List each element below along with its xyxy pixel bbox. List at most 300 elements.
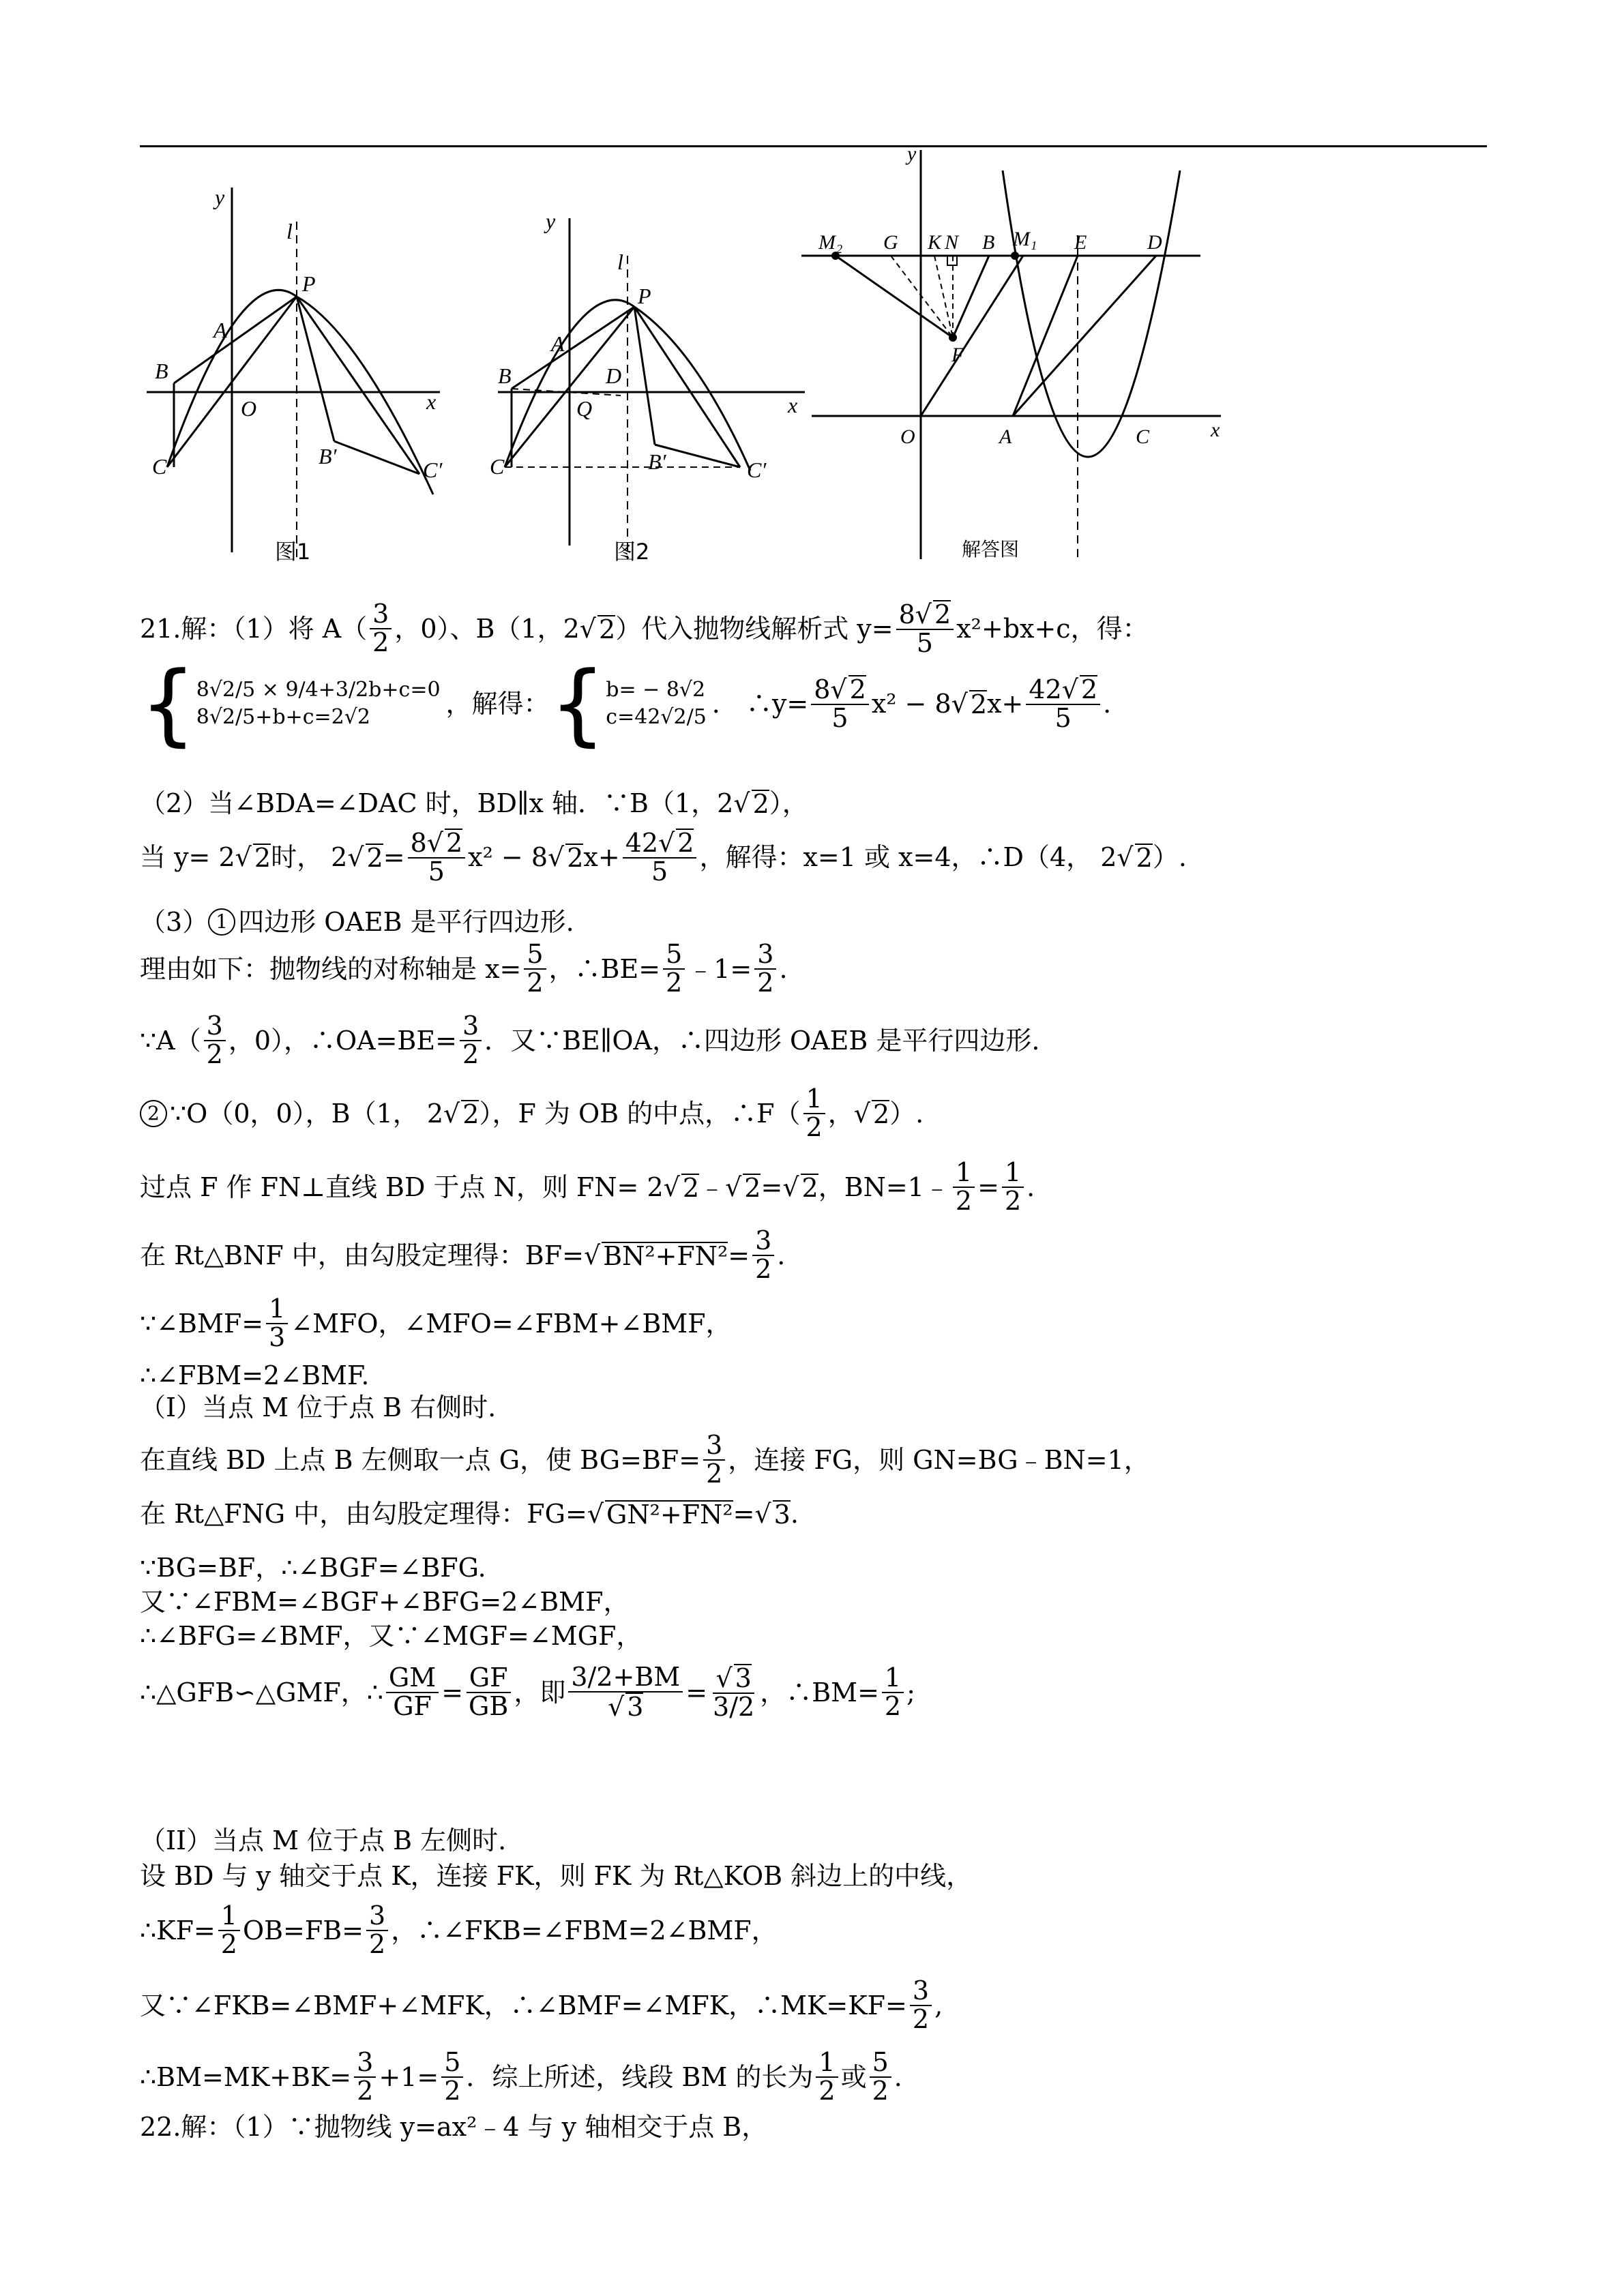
label-C-prime: C′ (423, 458, 443, 482)
line-BF (140, 1227, 785, 1283)
label-A: A (213, 318, 227, 342)
radicand: 2 (462, 1099, 479, 1129)
text: , (934, 1990, 943, 2021)
radical: √ (715, 1663, 733, 1693)
radicand: 2 (752, 789, 769, 819)
num (811, 675, 869, 705)
radical: √ (426, 828, 443, 858)
fraction (623, 829, 697, 886)
text: . (1027, 1172, 1035, 1202)
num: 1 (953, 1159, 975, 1188)
line-MK (140, 1978, 943, 2033)
num: 1 (882, 1665, 904, 1693)
line-F (140, 1086, 924, 1142)
text: x² − 8 (468, 841, 548, 872)
num: 1 (218, 1903, 240, 1931)
label-l: l (286, 219, 293, 243)
text: ）， (769, 788, 808, 818)
num (896, 600, 954, 630)
eq: = (441, 1677, 464, 1708)
text: . (777, 1240, 786, 1270)
t: 8 (196, 678, 209, 702)
fraction (882, 1665, 904, 1720)
den: 2 (884, 1690, 902, 1721)
line-22 (140, 2114, 767, 2140)
den: 3/2 (713, 1691, 755, 1722)
figure-2-caption: 图2 (614, 539, 650, 565)
t: +BM (612, 1662, 681, 1692)
label-l: l (617, 250, 623, 274)
fraction (910, 1978, 932, 2033)
fraction (752, 1227, 774, 1283)
circled-2: 2 (140, 1100, 167, 1127)
fraction (754, 941, 776, 997)
text: 在 Rt△FNG 中，由勾股定理得：FG= (140, 1499, 587, 1529)
t: 2 (596, 1662, 613, 1692)
line-case-II (140, 1825, 507, 1855)
text: 又∵∠FKB=∠BMF+∠MFK，∴∠BMF=∠MFK，∴MK=KF= (140, 1990, 907, 2021)
den: 2 (757, 967, 774, 998)
radical: √ (663, 1172, 680, 1202)
num (623, 829, 697, 859)
fraction (953, 1159, 975, 1215)
text: 时， 2 (271, 841, 348, 872)
figure-1-caption: 图1 (275, 539, 311, 565)
label-N: N (945, 231, 959, 254)
fraction (663, 941, 685, 997)
t: × (261, 678, 279, 702)
sol-c: c=42√2/5 (606, 705, 707, 729)
num: 1 (816, 2049, 838, 2078)
sol-b: b= − 8√2 (606, 678, 706, 702)
label-P: P (638, 284, 651, 308)
fraction (466, 1665, 511, 1720)
text: 或 (840, 2061, 867, 2092)
fraction (204, 1013, 226, 1069)
label-K: K (928, 231, 942, 254)
t: 2 (355, 678, 369, 702)
coef: 2 (563, 613, 580, 644)
text: . (894, 2061, 902, 2092)
text: x²+bx+c，得： (956, 613, 1149, 644)
label-B-prime: B′ (648, 449, 666, 474)
text: ）代入抛物线解析式 y= (615, 613, 894, 644)
fraction (803, 1086, 825, 1142)
label-x: x (788, 393, 798, 417)
text: ），F 为 OB 的中点，∴F（ (479, 1098, 801, 1129)
text: ∴KF= (140, 1915, 216, 1945)
fraction (441, 2049, 463, 2105)
text: 理由如下：抛物线的对称轴是 x= (140, 953, 522, 984)
radicand: 2 (366, 842, 383, 873)
den: 2 (955, 1185, 973, 1216)
text: ，即 (514, 1677, 566, 1708)
text: ， (827, 1098, 854, 1129)
text: = (728, 1240, 750, 1270)
line-FG (140, 1499, 799, 1530)
radicand: 3 (735, 1663, 752, 1693)
radical: √ (587, 1499, 604, 1529)
fraction (366, 1900, 388, 1959)
text: ∴△GFB∽△GMF，∴ (140, 1677, 383, 1708)
text: 当 y= 2 (140, 841, 235, 872)
line-axis (140, 941, 788, 997)
radical: √ (579, 613, 597, 644)
radicand: 2 (677, 828, 694, 858)
label-D: D (606, 363, 622, 388)
text: x+ (987, 689, 1024, 719)
radical: √ (347, 841, 364, 872)
text: ．综上所述，线段 BM 的长为 (466, 2061, 814, 2092)
line-21 (140, 1863, 972, 1889)
t: 3 (713, 1691, 730, 1722)
num: 5 (870, 2049, 891, 2078)
num: GM (386, 1665, 439, 1693)
num: 3 (703, 1432, 725, 1461)
text: ，∴BE= (548, 953, 661, 984)
den: 2 (357, 2075, 374, 2106)
den: 2 (462, 1039, 479, 1069)
radical: √ (583, 1240, 601, 1270)
coef: 8 (814, 674, 831, 705)
den: 5 (916, 627, 933, 658)
line-parallelogram (140, 1013, 1039, 1069)
fraction (266, 1296, 288, 1352)
label-B-prime: B′ (319, 444, 337, 468)
text: ∵A（ (140, 1025, 201, 1056)
text: = (761, 1172, 783, 1202)
text: ﹣1= (688, 953, 752, 984)
den: 5 (651, 856, 668, 886)
text: 过点 F 作 FN⊥直线 BD 于点 N，则 FN= 2 (140, 1172, 664, 1202)
brace: { (140, 652, 196, 756)
text: ）. (889, 1098, 924, 1129)
den: 2 (872, 2075, 889, 2106)
label-C: C (1136, 426, 1150, 448)
text: = (977, 1172, 999, 1202)
label-A: A (999, 426, 1012, 448)
label-Q: Q (576, 396, 593, 421)
num: 1 (1002, 1159, 1024, 1188)
line-BMF (140, 1296, 732, 1352)
label-B: B (982, 231, 995, 254)
den: 5 (428, 856, 445, 886)
text: x² − 8 (871, 689, 951, 719)
fraction (870, 2049, 891, 2105)
t: 4 (305, 678, 319, 702)
text: . (790, 1499, 799, 1529)
text: +1= (379, 2061, 439, 2092)
radical: √ (951, 689, 968, 719)
solution-system (606, 680, 707, 728)
equation-system (196, 680, 441, 728)
line-conclusion (140, 2049, 902, 2105)
text: ∵∠BMF= (140, 1308, 264, 1339)
radical: √ (782, 1172, 799, 1202)
num: 5 (524, 941, 546, 970)
num: 3 (370, 601, 392, 629)
text: ∴∠BFG=∠BMF，又∵∠MGF=∠MGF， (140, 1621, 643, 1651)
radicand: 2 (254, 842, 271, 873)
t: +b+c=2 (255, 705, 344, 729)
fraction (703, 1432, 725, 1488)
text: = (685, 1677, 708, 1708)
num: 3 (366, 1903, 388, 1931)
text: 21.解：（1）将 A（ (140, 613, 368, 644)
coef: 8 (898, 599, 915, 629)
line-16 (140, 1555, 486, 1581)
t: c= (606, 705, 635, 729)
coef: 42 (1029, 674, 1062, 705)
radicand: 3 (627, 1691, 644, 1722)
radicand: 2 (744, 1172, 761, 1203)
num (713, 1664, 754, 1694)
den: 2 (818, 2075, 836, 2106)
fraction (218, 1900, 240, 1959)
text: （II）当点 M 位于点 B 左侧时. (140, 1825, 507, 1855)
t: 3 (335, 678, 349, 702)
figure-2 (484, 205, 812, 583)
coef: 8 (410, 828, 427, 858)
text: OB=FB= (242, 1915, 364, 1945)
den: 2 (706, 1458, 723, 1489)
den: 5 (1054, 703, 1072, 733)
fraction (354, 2049, 376, 2105)
text: 设 BD 与 y 轴交于点 K，连接 FK，则 FK 为 Rt△KOB 斜边上的中线， (140, 1861, 973, 1891)
label-E: E (1074, 231, 1087, 254)
line-part3 (140, 908, 574, 936)
text: ∠MFO，∠MFO=∠FBM+∠BMF， (291, 1308, 732, 1339)
label-x: x (1211, 419, 1220, 441)
radical: √ (733, 788, 750, 818)
den (605, 1693, 646, 1721)
text: ． ∴y= (711, 689, 809, 719)
den: 2 (912, 2003, 930, 2034)
text: ，∴BM= (760, 1677, 879, 1708)
num: 3 (204, 1013, 226, 1041)
text: x+ (583, 841, 620, 872)
eq1: 8√2/5 × 9/4+3/2b+c=0 (196, 678, 441, 702)
radicand: 2 (934, 599, 951, 629)
text: . (779, 953, 788, 984)
radicand: 2 (1136, 842, 1153, 873)
answer-figure (798, 143, 1241, 566)
radicand: 2 (872, 1099, 890, 1129)
text: ，0），∴OA=BE= (228, 1025, 457, 1056)
num: 1 (803, 1086, 825, 1114)
label-F: F (951, 344, 964, 366)
text: ∴∠FBM=2∠BMF. (140, 1360, 370, 1390)
num: 5 (663, 941, 685, 970)
den: 2 (206, 1039, 223, 1069)
text: 在直线 BD 上点 B 左侧取一点 G，使 BG=BF= (140, 1444, 701, 1475)
den: 3 (269, 1322, 286, 1352)
line-FN (140, 1159, 1035, 1215)
num (1026, 675, 1100, 705)
t: 9 (285, 678, 299, 702)
fraction (896, 600, 954, 657)
circled-1: 1 (208, 908, 235, 936)
eq2: 8√2/5+b+c=2√2 (196, 705, 370, 729)
line-21-intro (140, 600, 1149, 657)
fraction (710, 1664, 757, 1721)
radicand: 2 (567, 842, 584, 873)
radical: √ (443, 1098, 460, 1129)
t: b+c=0 (368, 678, 441, 702)
coef: 2 (717, 788, 734, 818)
t: 42 (634, 705, 661, 729)
line-similar (140, 1664, 915, 1721)
text: ，∴∠FKB=∠FBM=2∠BMF， (391, 1915, 778, 1945)
radical: √ (1117, 841, 1134, 872)
fraction (1026, 675, 1100, 732)
den: 2 (372, 627, 389, 657)
label-M2: M₂ (818, 231, 843, 254)
line-part2 (140, 790, 808, 817)
line-KF (140, 1900, 778, 1959)
label-G: G (883, 231, 898, 254)
num: 3 (754, 941, 776, 970)
radicand: 2 (970, 689, 988, 719)
line-part2-solve (140, 829, 1187, 886)
brace: { (549, 652, 606, 756)
num: 3/2+BM (568, 1664, 683, 1693)
radical: √ (853, 1098, 870, 1129)
num (408, 829, 466, 859)
num: 1 (266, 1296, 288, 1324)
text: = (733, 1499, 755, 1529)
text: ）. (1152, 841, 1187, 872)
label-P: P (302, 271, 316, 296)
text: = (383, 841, 405, 872)
den: GF (393, 1690, 432, 1721)
radical: √ (830, 674, 847, 705)
label-O: O (900, 426, 915, 448)
num: 3 (910, 1978, 932, 2006)
fraction (524, 941, 546, 997)
line-17 (140, 1589, 629, 1615)
radical: √ (754, 1499, 771, 1529)
radical: √ (235, 841, 252, 872)
text: ，解得： (445, 689, 550, 719)
label-y: y (907, 143, 917, 165)
answer-figure-caption: 解答图 (962, 538, 1020, 561)
label-C: C (490, 454, 505, 479)
label-D: D (1147, 231, 1162, 254)
radicand: 2 (1080, 674, 1098, 705)
text: ，连接 FG，则 GN=BG﹣BN=1， (728, 1444, 1150, 1475)
figure-1 (140, 174, 447, 583)
label-x: x (426, 389, 437, 414)
fraction (460, 1013, 482, 1069)
t: b= − 8 (606, 678, 679, 702)
den: 2 (220, 1928, 237, 1959)
den: 2 (444, 2075, 461, 2106)
label-B: B (155, 359, 168, 383)
den: 2 (527, 967, 544, 998)
text: 又∵∠FBM=∠BGF+∠BFG=2∠BMF， (140, 1587, 630, 1617)
num: 3 (460, 1013, 482, 1041)
text: ，解得：x=1 或 x=4，∴D（4， 2 (699, 841, 1117, 872)
t: + (318, 678, 336, 702)
den: 2 (666, 967, 683, 998)
radical: √ (915, 599, 932, 629)
fraction (811, 675, 869, 732)
fraction (408, 829, 466, 886)
coef: 42 (625, 828, 659, 858)
text: 在 Rt△BNF 中，由勾股定理得：BF= (140, 1240, 584, 1270)
radical: √ (725, 1172, 742, 1202)
text: （I）当点 M 位于点 B 右侧时. (140, 1392, 497, 1422)
line-G (140, 1432, 1150, 1488)
radical: √ (658, 828, 675, 858)
num: GF (467, 1665, 511, 1693)
text: （2）当∠BDA=∠DAC 时，BD∥x 轴．∵B（1， (140, 788, 718, 818)
radicand: 2 (849, 674, 866, 705)
fraction (816, 2049, 838, 2105)
text: . (1103, 689, 1112, 719)
text: ．又∵BE∥OA，∴四边形 OAEB 是平行四边形. (484, 1025, 1040, 1056)
line-FBM (140, 1362, 369, 1388)
num: 5 (441, 2049, 463, 2078)
radical: √ (1061, 674, 1078, 705)
text: ∵O（0，0），B（1， 2 (170, 1098, 444, 1129)
fraction (370, 601, 392, 657)
fraction (386, 1665, 439, 1720)
label-y: y (215, 185, 225, 209)
text: 四边形 OAEB 是平行四边形. (238, 907, 574, 937)
radical: √ (548, 841, 565, 872)
line-18 (140, 1623, 642, 1649)
num: 3 (752, 1227, 774, 1256)
text: ∴BM=MK+BK= (140, 2061, 352, 2092)
den: 2 (755, 1253, 772, 1284)
text: ﹣ (699, 1172, 726, 1202)
label-M1: M₁ (1013, 228, 1037, 250)
radicand: BN²+FN² (603, 1240, 728, 1271)
den: 5 (831, 703, 848, 733)
label-C: C (152, 454, 167, 479)
text: ; (906, 1677, 915, 1708)
t: 8 (196, 705, 209, 729)
text: 22.解：（1）∵抛物线 y=ax²﹣4 与 y 轴相交于点 B， (140, 2112, 768, 2142)
radical: √ (608, 1691, 625, 1722)
radicand: 2 (682, 1172, 700, 1203)
text: ，0）、B（1， (394, 613, 563, 644)
label-B: B (498, 363, 512, 388)
fraction (1002, 1159, 1024, 1215)
den: 2 (806, 1112, 823, 1142)
line-system (140, 652, 1112, 756)
t: 3 (571, 1662, 588, 1692)
label-y: y (546, 209, 556, 233)
radicand: GN²+FN² (606, 1500, 733, 1530)
label-O: O (241, 396, 257, 421)
text: （3） (140, 907, 209, 937)
line-case-I (140, 1392, 497, 1422)
radicand: 2 (599, 614, 616, 644)
label-C-prime: C′ (747, 458, 767, 482)
den: 2 (369, 1928, 386, 1959)
radicand: 2 (801, 1172, 818, 1203)
text: ，BN=1﹣ (818, 1172, 950, 1202)
den: GB (469, 1690, 509, 1721)
radicand: 3 (773, 1500, 791, 1530)
t: 2 (738, 1691, 755, 1722)
num: 3 (354, 2049, 376, 2078)
label-A: A (551, 331, 565, 356)
fraction (568, 1664, 683, 1721)
